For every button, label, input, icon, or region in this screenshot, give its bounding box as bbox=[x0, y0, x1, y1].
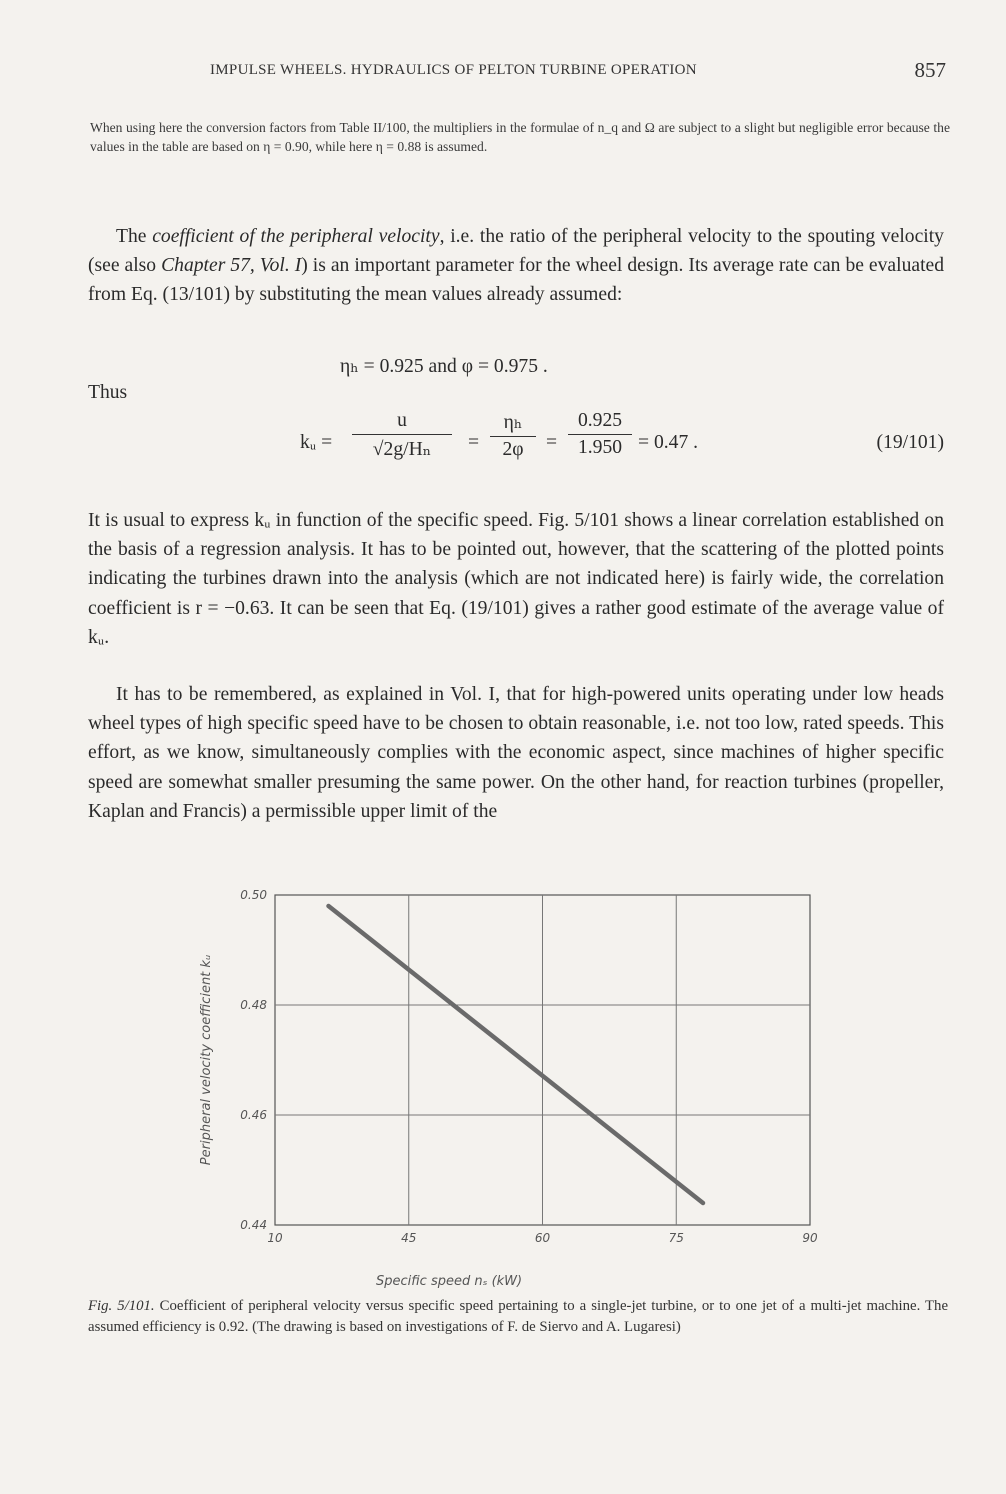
chart-svg bbox=[180, 870, 840, 1270]
figure-caption-text: Coefficient of peripheral velocity versus specific speed pertaining to a single-jet turbine, or to one jet of a multi-jet machine. The assumed efficiency is 0.92. (The drawing is based on investigations of F. de Siervo and A. Lugaresi) bbox=[88, 1298, 949, 1335]
equation-number: (19/101) bbox=[876, 432, 944, 453]
paragraph-3-text: It has to be remembered, as explained in Vol. I, that for high-powered units operating under low heads wheel types of high specific speed have to be chosen to obtain reasonable, i.e. not too low, rated speeds. This effort, as we know, simultaneously complies with the economic aspect, since machines of higher specific speed are somewhat smaller presuming the same power. On the other hand, for reaction turbines (propeller, Kaplan and Francis) a permissible upper limit of the bbox=[88, 684, 944, 822]
fraction-denominator: 2φ bbox=[502, 439, 524, 460]
footnote: When using here the conversion factors from Table II/100, the multipliers in the formulae of n_q and Ω are subject to a slight but negligible error because the values in the table are based on η = 0.90, while here η = 0.88 is assumed. bbox=[90, 120, 950, 154]
fraction-numerator: ηₕ bbox=[503, 412, 523, 433]
paragraph-2-text: It is usual to express kᵤ in function of the specific speed. Fig. 5/101 shows a linear correlation established on the basis of a regression analysis. It has to be pointed out, however, that the scattering of the plotted points indicating the turbines drawn into the analysis (which are not indicated here) is fairly wide, the correlation coefficient is r = −0.63. It can be seen that Eq. (19/101) gives a rather good estimate of the average value of kᵤ. bbox=[88, 510, 944, 648]
y-tick-label: 0.50 bbox=[240, 888, 267, 902]
x-tick-label: 45 bbox=[401, 1231, 417, 1245]
figure-label: Fig. 5/101. bbox=[88, 1298, 155, 1314]
fraction-denominator: 1.950 bbox=[577, 437, 623, 458]
x-tick-label: 75 bbox=[668, 1231, 684, 1245]
figure-caption bbox=[88, 1296, 948, 1338]
page-number: 857 bbox=[914, 58, 946, 82]
thus-label: Thus bbox=[88, 382, 128, 403]
figure-5-101 bbox=[180, 870, 840, 1290]
regression-line bbox=[329, 906, 704, 1203]
equation-lhs: kᵤ = bbox=[300, 432, 333, 453]
x-tick-label: 60 bbox=[534, 1231, 551, 1245]
mean-values-line: ηₕ = 0.925 and φ = 0.975 . bbox=[340, 356, 548, 377]
x-tick-label: 10 bbox=[267, 1231, 283, 1245]
running-head: IMPULSE WHEELS. HYDRAULICS OF PELTON TURBINE OPERATION bbox=[210, 62, 697, 78]
chapter-reference: Chapter 57, Vol. I bbox=[161, 255, 302, 277]
paragraph-3 bbox=[88, 680, 944, 826]
fraction-numerator: 0.925 bbox=[577, 410, 623, 431]
paragraph-1 bbox=[88, 222, 944, 310]
paragraph-2 bbox=[88, 506, 944, 652]
fraction-numeric bbox=[568, 410, 632, 459]
x-tick-label: 90 bbox=[802, 1231, 818, 1245]
chart-x-axis-label: Specific speed nₛ (kW) bbox=[376, 1274, 523, 1289]
term-peripheral-velocity-coefficient: coefficient of the peripheral velocity bbox=[152, 226, 440, 247]
paragraph-1-middle: , i.e. the ratio of the peripheral velocity to the spouting velocity (see also bbox=[88, 226, 944, 277]
fraction-numerator: u bbox=[397, 410, 407, 431]
fraction-denominator: √2g/Hₙ bbox=[372, 439, 432, 460]
equation-result: = 0.47 . bbox=[638, 432, 699, 453]
equals-sign: = bbox=[546, 432, 558, 453]
fraction-eta-over-2phi bbox=[490, 410, 536, 461]
y-tick-label: 0.46 bbox=[240, 1108, 267, 1122]
paragraph-1-end: ) is an important parameter for the wheel design. Its average rate can be evaluated from Eq. (13/101) by substituting the mean values already assumed: bbox=[88, 255, 944, 306]
y-tick-label: 0.48 bbox=[240, 998, 267, 1012]
y-tick-label: 0.44 bbox=[240, 1218, 267, 1232]
equals-sign: = bbox=[468, 432, 480, 453]
equation-19-101 bbox=[300, 410, 750, 480]
fraction-u-over-spouting bbox=[352, 410, 452, 461]
paragraph-1-start: The bbox=[116, 226, 153, 247]
y-axis-label: Peripheral velocity coefficient kᵤ bbox=[199, 954, 214, 1166]
